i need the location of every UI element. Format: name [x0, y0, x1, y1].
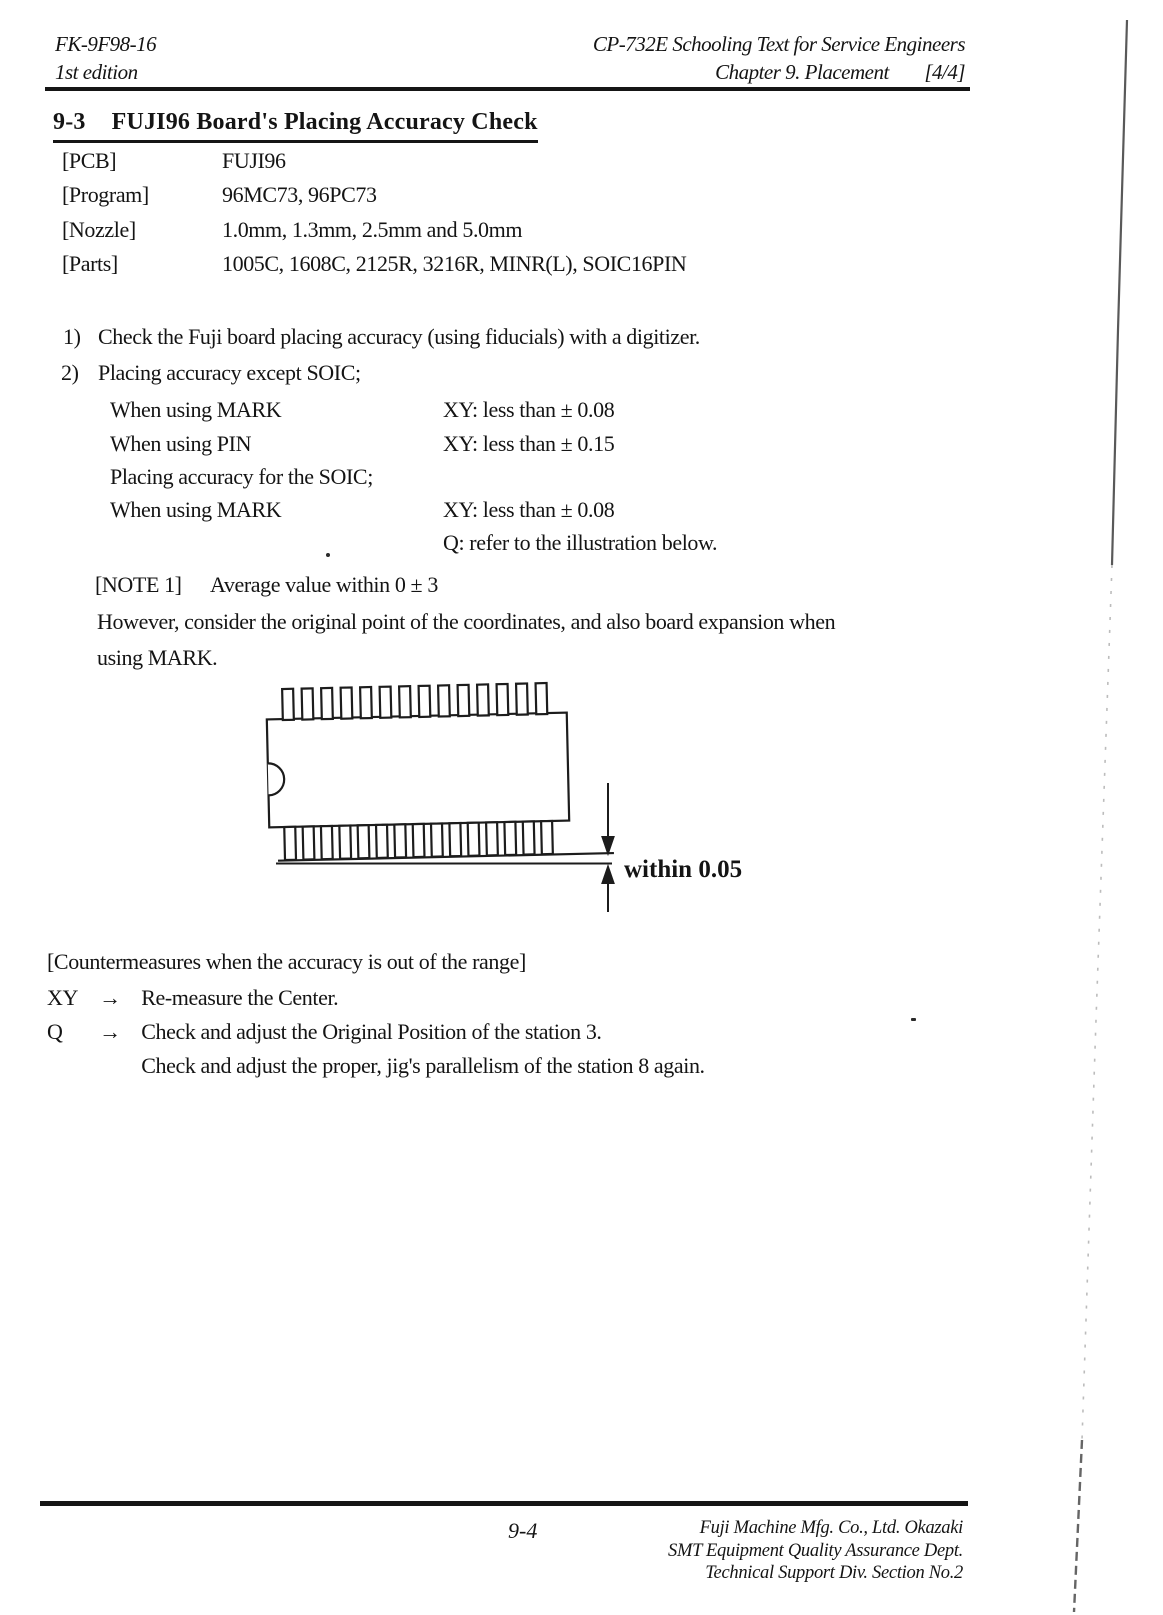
doc-edition: 1st edition [55, 60, 138, 84]
ic-body [267, 713, 569, 828]
arrow-right-icon: → [99, 985, 121, 1010]
spec-label: [Program] [62, 182, 149, 207]
step-number: 1) [63, 324, 81, 349]
chapter-title: Chapter 9. Placement [715, 60, 889, 84]
accuracy-condition: When using PIN [110, 431, 252, 456]
accuracy-value: XY: less than ± 0.08 [443, 397, 615, 422]
step-number: 2) [61, 360, 79, 385]
spec-value: FUJI96 [222, 148, 286, 173]
spec-value: 1.0mm, 1.3mm, 2.5mm and 5.0mm [222, 217, 523, 242]
spec-label: [Nozzle] [62, 217, 136, 242]
header-rule [45, 87, 970, 91]
step-text: Placing accuracy except SOIC; [98, 360, 361, 385]
countermeasure-text: Check and adjust the proper, jig's parallelism of the station 8 again. [141, 1053, 705, 1078]
countermeasure-row [47, 1021, 602, 1043]
spec-label: [PCB] [62, 148, 117, 173]
arrow-right-icon: → [99, 1019, 121, 1044]
ic-pins-bottom [284, 821, 553, 860]
spec-value: 96MC73, 96PC73 [222, 182, 377, 207]
dimension-arrow-icon [603, 783, 614, 912]
ink-speck [326, 553, 330, 557]
countermeasure-key: XY [47, 985, 78, 1010]
chapter-line [593, 58, 965, 86]
dimension-label: within 0.05 [624, 856, 743, 883]
footer-page-number: 9-4 [508, 1518, 538, 1543]
paragraph-line: However, consider the original point of the coordinates, and also board expansion when [97, 609, 836, 634]
countermeasure-text: Re-measure the Center. [141, 985, 339, 1010]
accuracy-condition: Placing accuracy for the SOIC; [110, 464, 373, 489]
countermeasure-text: Check and adjust the Original Position of the station 3. [141, 1019, 602, 1044]
doc-number: FK-9F98-16 [55, 32, 157, 56]
accuracy-value: Q: refer to the illustration below. [443, 530, 718, 555]
soic-package-figure [250, 660, 790, 920]
footer-organization [668, 1517, 963, 1585]
step-text: Check the Fuji board placing accuracy (using fiducials) with a digitizer. [98, 324, 700, 349]
accuracy-value: XY: less than ± 0.15 [443, 431, 615, 456]
accuracy-condition: When using MARK [110, 497, 282, 522]
section-title: FUJI96 Board's Placing Accuracy Check [111, 109, 538, 135]
page-indicator: [4/4] [924, 60, 965, 84]
note-label: [NOTE 1] [95, 572, 182, 597]
document-header-left [55, 30, 156, 86]
footer-org-line: Technical Support Div. Section No.2 [705, 1563, 963, 1583]
spec-value: 1005C, 1608C, 2125R, 3216R, MINR(L), SOIC16PIN [222, 251, 687, 276]
section-number: 9-3 [53, 109, 86, 135]
accuracy-condition: When using MARK [110, 397, 282, 422]
countermeasures-heading: [Countermeasures when the accuracy is out of the range] [47, 949, 526, 974]
section-heading [53, 110, 538, 143]
spec-label: [Parts] [62, 251, 118, 276]
countermeasure-row [47, 1055, 705, 1077]
ink-speck [911, 1018, 916, 1021]
footer-rule [40, 1501, 968, 1506]
paragraph-line: using MARK. [97, 645, 218, 670]
note-text: Average value within 0 ± 3 [210, 572, 438, 597]
ic-pins-top [282, 683, 547, 720]
countermeasure-key: Q [47, 1019, 63, 1044]
footer-org-line: SMT Equipment Quality Assurance Dept. [668, 1540, 963, 1561]
countermeasure-row [47, 987, 338, 1009]
accuracy-value: XY: less than ± 0.08 [443, 497, 615, 522]
footer-org-line: Fuji Machine Mfg. Co., Ltd. Okazaki [699, 1518, 963, 1538]
doc-title: CP-732E Schooling Text for Service Engineers [592, 32, 965, 56]
document-header-right [593, 30, 965, 86]
